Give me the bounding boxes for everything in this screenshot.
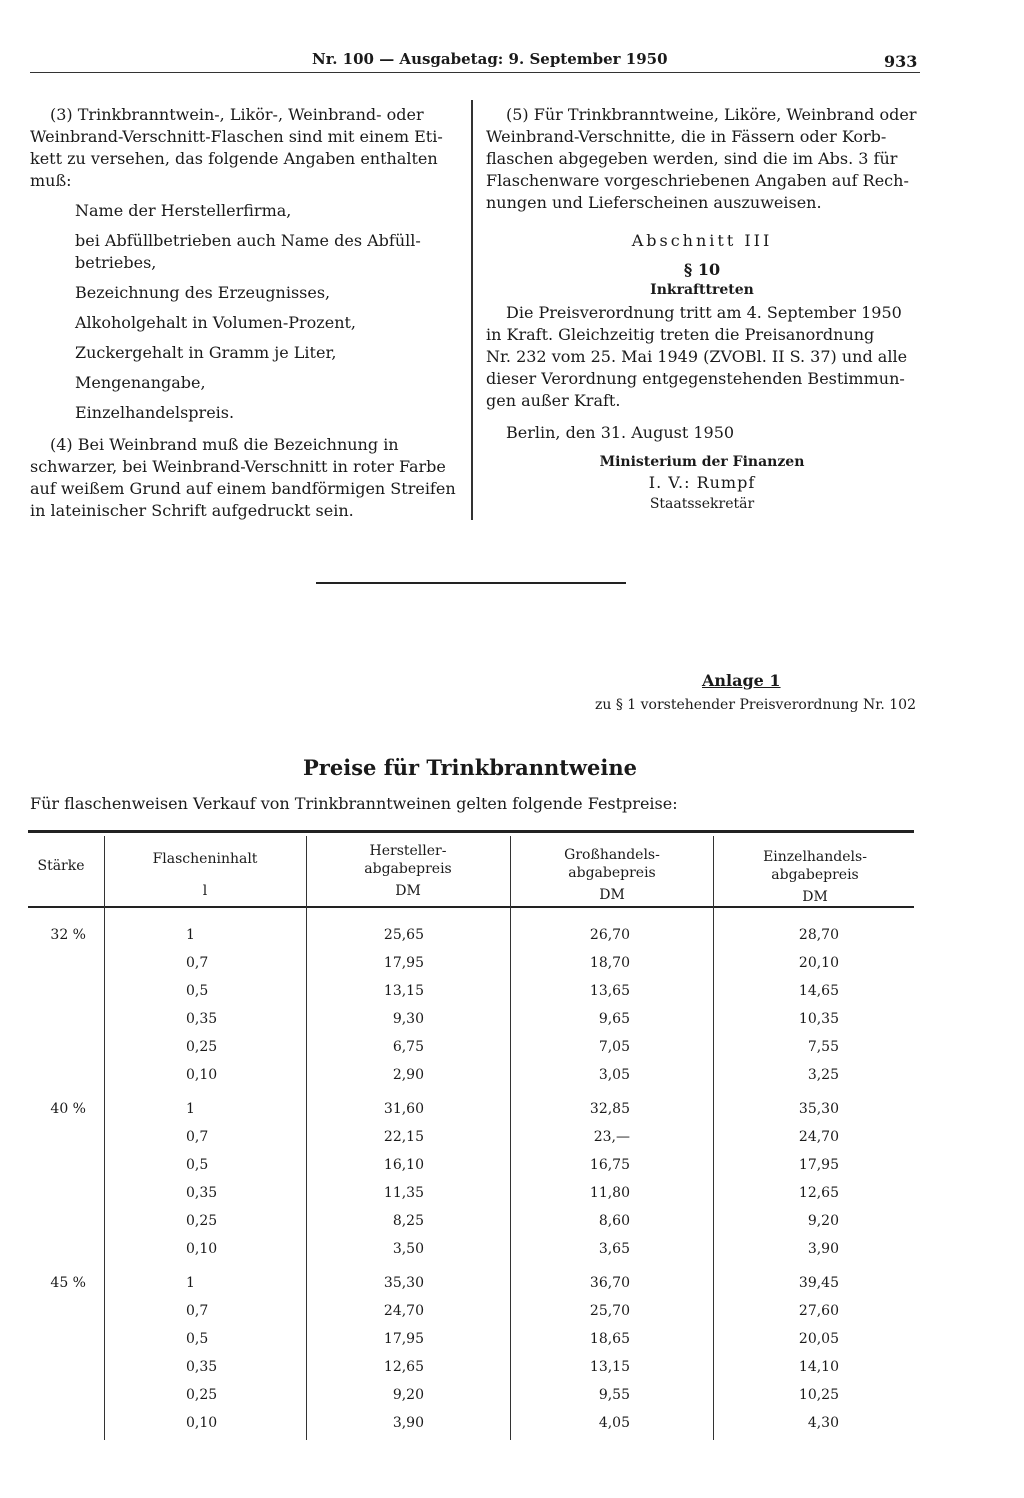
cell-retail-price: 20,05 <box>798 1331 839 1347</box>
cell-strength: 32 % <box>50 927 86 943</box>
para3-line: Weinbrand-Verschnitt-Flaschen sind mit einem Eti- <box>30 127 443 146</box>
annex-label: Anlage 1 <box>702 671 781 690</box>
cell-retail-price: 39,45 <box>798 1275 839 1291</box>
cell-wholesale-price: 9,55 <box>598 1387 630 1403</box>
cell-producer-price: 24,70 <box>383 1303 424 1319</box>
list-item: Name der Herstellerfirma, <box>75 201 292 220</box>
cell-retail-price: 3,90 <box>807 1241 839 1257</box>
cell-wholesale-price: 18,65 <box>589 1331 630 1347</box>
para5-line: nungen und Lieferscheinen auszuweisen. <box>486 193 822 212</box>
table-row <box>0 926 1024 946</box>
para5-line: Weinbrand-Verschnitte, die in Fässern oder Korb- <box>486 127 887 146</box>
list-item: Bezeichnung des Erzeugnisses, <box>75 283 331 302</box>
table-row <box>0 1100 1024 1120</box>
cell-wholesale-price: 8,60 <box>598 1213 630 1229</box>
cell-wholesale-price: 26,70 <box>589 927 630 943</box>
para3-line: (3) Trinkbranntwein-, Likör-, Weinbrand- oder <box>50 105 424 124</box>
list-item: betriebes, <box>75 253 157 272</box>
ministry-name: Ministerium der Finanzen <box>599 454 805 470</box>
cell-producer-price: 6,75 <box>392 1039 424 1055</box>
text-line: dieser Verordnung entgegenstehenden Bestimmun- <box>486 369 905 388</box>
cell-content: 0,25 <box>186 1039 218 1055</box>
cell-producer-price: 17,95 <box>383 955 424 971</box>
para5-line: Flaschenware vorgeschriebenen Angaben auf Rech- <box>486 171 909 190</box>
table-row <box>0 1128 1024 1148</box>
cell-content: 0,5 <box>186 1331 209 1347</box>
cell-retail-price: 24,70 <box>798 1129 839 1145</box>
cell-producer-price: 3,90 <box>392 1415 424 1431</box>
cell-content: 0,25 <box>186 1387 218 1403</box>
cell-producer-price: 2,90 <box>392 1067 424 1083</box>
cell-retail-price: 12,65 <box>798 1185 839 1201</box>
header-line: l <box>202 883 208 899</box>
header-strength: Stärke <box>37 858 85 874</box>
cell-wholesale-price: 25,70 <box>589 1303 630 1319</box>
cell-retail-price: 10,35 <box>798 1011 839 1027</box>
header-line: abgabepreis <box>568 865 656 881</box>
cell-wholesale-price: 13,15 <box>589 1359 630 1375</box>
cell-producer-price: 11,35 <box>383 1185 424 1201</box>
cell-content: 0,35 <box>186 1359 218 1375</box>
table-row <box>0 1386 1024 1406</box>
header-line: Einzelhandels- <box>763 849 867 865</box>
place-date: Berlin, den 31. August 1950 <box>506 423 735 442</box>
cell-content: 0,7 <box>186 1303 209 1319</box>
para3-line: kett zu versehen, das folgende Angaben enthalten <box>30 149 438 168</box>
para4-line: (4) Bei Weinbrand muß die Bezeichnung in <box>50 435 399 454</box>
table-row <box>0 1274 1024 1294</box>
cell-content: 0,10 <box>186 1415 218 1431</box>
cell-retail-price: 17,95 <box>798 1157 839 1173</box>
header-line: DM <box>599 887 625 903</box>
text-line: in Kraft. Gleichzeitig treten die Preisanordnung <box>486 325 875 344</box>
table-row <box>0 1358 1024 1378</box>
cell-retail-price: 3,25 <box>807 1067 839 1083</box>
cell-wholesale-price: 4,05 <box>598 1415 630 1431</box>
cell-producer-price: 12,65 <box>383 1359 424 1375</box>
para5-line: flaschen abgegeben werden, sind die im Abs. 3 für <box>486 149 898 168</box>
page-number: 933 <box>884 52 918 71</box>
cell-producer-price: 17,95 <box>383 1331 424 1347</box>
text-line: gen außer Kraft. <box>486 391 621 410</box>
list-item: Zuckergehalt in Gramm je Liter, <box>75 343 337 362</box>
cell-strength: 45 % <box>50 1275 86 1291</box>
cell-producer-price: 8,25 <box>392 1213 424 1229</box>
table-row <box>0 982 1024 1002</box>
cell-content: 0,7 <box>186 955 209 971</box>
cell-producer-price: 16,10 <box>383 1157 424 1173</box>
table-row <box>0 1302 1024 1322</box>
para4-line: in lateinischer Schrift aufgedruckt sein. <box>30 501 354 520</box>
header-line: abgabepreis <box>364 861 452 877</box>
cell-retail-price: 28,70 <box>798 927 839 943</box>
cell-producer-price: 9,20 <box>392 1387 424 1403</box>
cell-retail-price: 20,10 <box>798 955 839 971</box>
text-line: Die Preisverordnung tritt am 4. September 1950 <box>506 303 902 322</box>
cell-retail-price: 27,60 <box>798 1303 839 1319</box>
signatory: I. V.: Rumpf <box>648 473 756 492</box>
header-line: Flascheninhalt <box>152 851 258 867</box>
table-row <box>0 1240 1024 1260</box>
section-heading: Abschnitt III <box>631 231 773 250</box>
page-header-title: Nr. 100 — Ausgabetag: 9. September 1950 <box>312 50 668 68</box>
cell-retail-price: 4,30 <box>807 1415 839 1431</box>
cell-wholesale-price: 23,— <box>593 1129 630 1145</box>
cell-content: 0,5 <box>186 1157 209 1173</box>
para4-line: auf weißem Grund auf einem bandförmigen Streifen <box>30 479 456 498</box>
table-intro: Für flaschenweisen Verkauf von Trinkbranntweinen gelten folgende Festpreise: <box>30 794 678 813</box>
cell-content: 0,35 <box>186 1011 218 1027</box>
header-line: abgabepreis <box>771 867 859 883</box>
cell-retail-price: 14,10 <box>798 1359 839 1375</box>
header-line: DM <box>395 883 421 899</box>
cell-retail-price: 14,65 <box>798 983 839 999</box>
cell-wholesale-price: 13,65 <box>589 983 630 999</box>
table-row <box>0 1414 1024 1434</box>
cell-wholesale-price: 18,70 <box>589 955 630 971</box>
cell-retail-price: 9,20 <box>807 1213 839 1229</box>
paragraph-title: Inkrafttreten <box>650 282 754 298</box>
list-item: bei Abfüllbetrieben auch Name des Abfüll- <box>75 231 421 250</box>
list-item: Einzelhandelspreis. <box>75 403 235 422</box>
table-row <box>0 1038 1024 1058</box>
cell-content: 0,7 <box>186 1129 209 1145</box>
signatory-title: Staatssekretär <box>649 496 755 512</box>
table-row <box>0 1330 1024 1350</box>
cell-content: 1 <box>186 927 195 943</box>
cell-producer-price: 35,30 <box>383 1275 424 1291</box>
cell-wholesale-price: 7,05 <box>598 1039 630 1055</box>
cell-content: 0,25 <box>186 1213 218 1229</box>
table-row <box>0 1184 1024 1204</box>
cell-retail-price: 35,30 <box>798 1101 839 1117</box>
para3-line: muß: <box>30 171 72 190</box>
table-row <box>0 1010 1024 1030</box>
annex-reference: zu § 1 vorstehender Preisverordnung Nr. 102 <box>594 697 916 713</box>
cell-retail-price: 10,25 <box>798 1387 839 1403</box>
cell-content: 1 <box>186 1275 195 1291</box>
header-line: Großhandels- <box>564 847 660 863</box>
cell-content: 0,10 <box>186 1241 218 1257</box>
cell-strength: 40 % <box>50 1101 86 1117</box>
para5-line: (5) Für Trinkbranntweine, Liköre, Weinbrand oder <box>506 105 917 124</box>
paragraph-number: § 10 <box>683 260 721 279</box>
list-item: Mengenangabe, <box>75 373 206 392</box>
cell-wholesale-price: 9,65 <box>598 1011 630 1027</box>
cell-content: 0,10 <box>186 1067 218 1083</box>
cell-producer-price: 25,65 <box>383 927 424 943</box>
cell-producer-price: 3,50 <box>392 1241 424 1257</box>
cell-producer-price: 13,15 <box>383 983 424 999</box>
cell-wholesale-price: 3,05 <box>598 1067 630 1083</box>
cell-retail-price: 7,55 <box>807 1039 839 1055</box>
table-row <box>0 1066 1024 1086</box>
text-line: Nr. 232 vom 25. Mai 1949 (ZVOBl. II S. 37) und alle <box>486 347 908 366</box>
table-row <box>0 1212 1024 1232</box>
para4-line: schwarzer, bei Weinbrand-Verschnitt in roter Farbe <box>30 457 446 476</box>
cell-wholesale-price: 11,80 <box>589 1185 630 1201</box>
cell-content: 0,5 <box>186 983 209 999</box>
cell-producer-price: 9,30 <box>392 1011 424 1027</box>
cell-wholesale-price: 16,75 <box>589 1157 630 1173</box>
table-row <box>0 1156 1024 1176</box>
header-line: DM <box>802 889 828 905</box>
cell-wholesale-price: 3,65 <box>598 1241 630 1257</box>
cell-content: 1 <box>186 1101 195 1117</box>
cell-wholesale-price: 32,85 <box>589 1101 630 1117</box>
list-item: Alkoholgehalt in Volumen-Prozent, <box>75 313 357 332</box>
header-line: Hersteller- <box>369 843 447 859</box>
cell-producer-price: 22,15 <box>383 1129 424 1145</box>
table-title: Preise für Trinkbranntweine <box>303 755 637 780</box>
table-row <box>0 954 1024 974</box>
cell-wholesale-price: 36,70 <box>589 1275 630 1291</box>
cell-producer-price: 31,60 <box>383 1101 424 1117</box>
cell-content: 0,35 <box>186 1185 218 1201</box>
